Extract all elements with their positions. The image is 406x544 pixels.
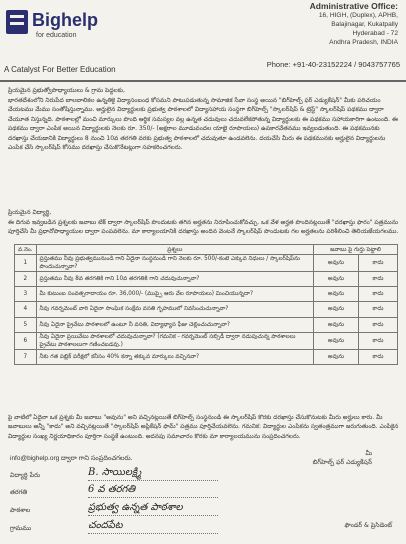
intro-paragraph: భారతదేశంలోని నిరుపేద బాలబాలికల ఉన్నతికై విద్యాసంబంధ కోసమని పాటుపడుతున్న సామాజిక సేవా సంస్థ అయిన "బిగ్‌హెల్ప్ ఫర్ ఎడ్యుకేషన్" మీకు పరిచయం చేయటము మేము సంతోషిస్తున్నాము. అర్హులైన విద్యార్థులకు ప్రభుత్వ పాఠశాలలో విద్యాసహాయ సంస్థగా బిగ్‌హెల్ప్ "స్కాలర్‌షిప్ & ట్రెస్ట్" స్కాలర్‌షిప్ పథకము ద్వారా చేయూత నిస్తున్నది. పాఠశాలల్లో మంచి మార్కులు పొంది ఆర్థిక సమస్యల వల్ల ఉన్నత చదువులు చదువలేకపోతున్న విద్యార్థులకు ఈ పథకము సహాయకారిగా ఉంటుంది. ఈ పథకము ద్వారా ఎంపిక అయిన విద్యార్థులకు నెలకు రూ. 350/- (అక్షరాల మూడువందల యాభై రూపాయలు) ఉపకారవేతనము ఇవ్వబడుతుంది. ఈ పథకమునకు దరఖాస్తు చేయడానికి విద్యార్థులు 8 నుంచి 10వ తరగతి వరకు ప్రభుత్వ పాఠశాలలో చదువుతూ ఉండవలెను. దయచేసి మీరు ఈ పథకమునకు అర్హులైన విద్యార్థులను ఎంపిక చేసి స్కాలర్‌షిప్ కోసము దరఖాస్తు చేసుకొనేటట్లుగా సహకరించగలరు. xyxy=(8,97,398,152)
question-text: ప్రస్తుతము నీవు 8వ తరగతికి గాని 10వ తరగతికి గాని చదువుచున్నావా? xyxy=(36,272,313,287)
phone-numbers: Phone: +91-40-23152224 / 9043757765 xyxy=(266,60,400,69)
answer-no[interactable]: కాదు xyxy=(359,302,398,317)
question-text: ప్రస్తుతము నీవు ప్రభుత్వమునుండి గాని ఏదైనా సంస్థనుండి గాని నెలకు రూ. 500/-కంటె ఎక్కువ నిధులు / స్కాలర్‌షిప్‌ను పొందుచున్నావా? xyxy=(36,255,313,272)
answer-yes[interactable]: అవును xyxy=(314,332,359,349)
village-label: గ్రామము xyxy=(10,525,32,532)
office-line: Andhra Pradesh, INDIA xyxy=(329,39,398,46)
office-line: Balajinagar, Kukatpally xyxy=(331,21,398,28)
answer-yes[interactable]: అవును xyxy=(314,255,359,272)
answer-no[interactable]: కాదు xyxy=(359,317,398,332)
greeting-teachers: ప్రియమైన ప్రభుత్వోపాధ్యాయులు & గ్రామ పెద్దలకు, xyxy=(8,87,125,94)
col-answer-header: జవాబు పై గుర్తు పెట్టాలి xyxy=(314,245,398,255)
col-number-header: వ.నెం. xyxy=(15,245,37,255)
greeting-student: ప్రియమైన విద్యార్థి, xyxy=(8,209,52,216)
answer-no[interactable]: కాదు xyxy=(359,349,398,364)
tagline: A Catalyst For Better Education xyxy=(4,65,116,74)
answer-yes[interactable]: అవును xyxy=(314,302,359,317)
row-number: 6 xyxy=(15,332,37,349)
class-field[interactable]: 6 వ తరగతి xyxy=(88,483,218,498)
table-header-row xyxy=(15,245,398,255)
question-text: నీవు గవర్నమెంట్ వారి ఏదైనా సాంఘిక సంక్షేమ వసతి గృహములో నివసించుచున్నావా? xyxy=(36,302,313,317)
contact-email: info@bighelp.org ద్వారా గాని సంప్రదించగలరు. xyxy=(10,455,133,462)
answer-no[interactable]: కాదు xyxy=(359,332,398,349)
table-row xyxy=(15,255,398,272)
school-label: పాఠశాల xyxy=(10,507,31,514)
table-row xyxy=(15,332,398,349)
book-icon xyxy=(6,10,28,34)
row-number: 2 xyxy=(15,272,37,287)
answer-no[interactable]: కాదు xyxy=(359,272,398,287)
row-number: 4 xyxy=(15,302,37,317)
class-label: తరగతి xyxy=(10,489,28,496)
office-line: Hyderabad - 72 xyxy=(352,30,398,37)
brand-name: Bighelp xyxy=(32,10,98,30)
table-row xyxy=(15,302,398,317)
question-text: నీకు గత పబ్లిక్ పరీక్షలో కనీసం 40% కన్నా తక్కువ మార్కులు వచ్చినవా? xyxy=(36,349,313,364)
student-name-field[interactable]: B. సాయిలక్ష్మి xyxy=(88,466,218,481)
sign-organization: బిగ్‌హెల్ప్ ఫర్ ఎడ్యుకేషన్ xyxy=(312,459,372,466)
question-text: మీ కుటుంబ సంవత్సరాదాయం రూ. 36,000/- (ముప్పై ఆరు వేల రూపాయలు) మించియున్నదా? xyxy=(36,287,313,302)
founder-title: ఫౌండర్ & ప్రెసిడెంట్ xyxy=(344,522,392,529)
instruction-paragraph: ఈ దిగువ ఇవ్వబడిన ప్రశ్నలకు జవాబు టిక్ ద్వారా స్కాలర్‌షిప్ పొందుటకు తగిన అర్హతను నిరూపించుకోవచ్చు. ఒక వేళ అర్హత పొందినట్లయితే "దరఖాస్తు ఫారం" పత్రమును పూర్తిచేసి మీ ప్రధానోపాధ్యాయుల ద్వారా పంపవలెను. మా కార్యాలయానికి దరఖాస్తు అందిన వెంటనే స్కాలర్‌షిప్ పొందుటకు గల అర్హతలను పరిశీలించి తెలియజేయగలము. xyxy=(8,219,399,236)
table-row xyxy=(15,287,398,302)
col-question-header: ప్రశ్నలు xyxy=(36,245,313,255)
school-field[interactable]: ప్రభుత్వ ఉన్నత పాఠశాల xyxy=(88,501,218,516)
table-row xyxy=(15,317,398,332)
answer-no[interactable]: కాదు xyxy=(359,255,398,272)
question-text: నీవు ఏదైనా ప్రైవేటు పాఠశాలలో ఉంటూ నీ వసతి, విద్యాభ్యాస ఫీజు చెల్లించుచున్నావా? xyxy=(36,317,313,332)
table-row xyxy=(15,272,398,287)
row-number: 7 xyxy=(15,349,37,364)
sign-prefix: మీ xyxy=(365,450,372,457)
answer-yes[interactable]: అవును xyxy=(314,287,359,302)
row-number: 1 xyxy=(15,255,37,272)
answer-yes[interactable]: అవును xyxy=(314,272,359,287)
office-title: Administrative Office: xyxy=(309,1,398,11)
row-number: 3 xyxy=(15,287,37,302)
header-divider xyxy=(0,80,406,82)
note-paragraph: పై వాటిలో ఏదైనా ఒక ప్రశ్నకు మీ జవాబు "అవును" అని వచ్చినట్లయితే బిగ్‌హెల్ప్ సంస్థనుండి ఈ స్కాలర్‌షిప్ కొరకు దరఖాస్తు చేసుకొనుటకు మీరు అర్హులు కారు. మీ జవాబులు అన్నీ "కాదు" అని వచ్చినట్లయితే "స్కాలర్‌షిప్ అప్లికేషన్ ఫామ్" పత్రము పూర్తిచేయవలెను. గమనిక: విద్యార్థుల ఎంపికను స్వతంత్రముగా జరుగుతుంది. ఎంపికైన విద్యార్థుల సంఖ్య నిర్ణయాధికారం పూర్తిగా సంస్థకే ఉంటుంది. అదనపు సమాచారం కొరకు మా కార్యాలయమును సంప్రదించగలరు. xyxy=(8,414,399,440)
brand-subtitle: for education xyxy=(36,32,77,39)
table-row xyxy=(15,349,398,364)
student-name-label: విద్యార్థి పేరు xyxy=(10,472,41,479)
row-number: 5 xyxy=(15,317,37,332)
bighelp-logo xyxy=(6,10,186,50)
answer-yes[interactable]: అవును xyxy=(314,317,359,332)
answer-yes[interactable]: అవును xyxy=(314,349,359,364)
office-line: 16, HIGH, (Duplex), APHB, xyxy=(318,12,398,19)
office-address xyxy=(248,2,398,47)
village-field[interactable]: చందపేట xyxy=(88,519,218,534)
eligibility-table xyxy=(14,244,398,365)
question-text: నీవు ఏదైనా ప్రయివేటు పాఠశాలలో చదువుచున్నావా? (గమనిక - గవర్నమెంట్ సబ్సిడీ ద్వారా నడుపుచున్న పాఠశాలలు ప్రైవేటు పాఠశాలలుగా గణించబడవు.) xyxy=(36,332,313,349)
answer-no[interactable]: కాదు xyxy=(359,287,398,302)
